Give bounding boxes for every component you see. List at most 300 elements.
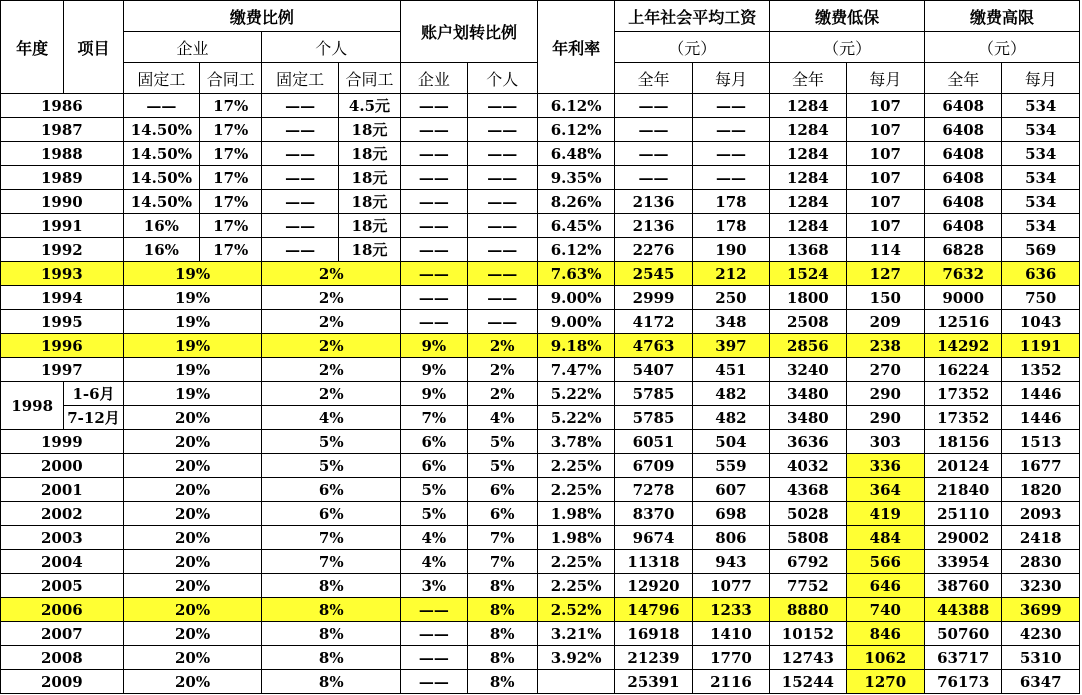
row-min-month: 484 bbox=[846, 526, 924, 550]
row-individual: 8% bbox=[262, 598, 401, 622]
row-wage-year: 16918 bbox=[615, 622, 692, 646]
row-individual: 6% bbox=[262, 478, 401, 502]
table-row bbox=[1, 94, 1080, 118]
row-wage-month: 451 bbox=[692, 358, 769, 382]
row-transfer-enterprise: 3% bbox=[401, 574, 467, 598]
header-max-year: 全年 bbox=[925, 63, 1002, 94]
row-transfer-enterprise: —— bbox=[401, 94, 467, 118]
row-individual: 6% bbox=[262, 502, 401, 526]
row-min-year: 5028 bbox=[770, 502, 846, 526]
row-max-month: 2830 bbox=[1002, 550, 1080, 574]
row-min-year: 6792 bbox=[770, 550, 846, 574]
row-wage-year: 2136 bbox=[615, 190, 692, 214]
row-min-month: 107 bbox=[846, 142, 924, 166]
row-annual-rate: 8.26% bbox=[537, 190, 614, 214]
row-enterprise: 20% bbox=[123, 670, 262, 694]
row-wage-month: —— bbox=[692, 166, 769, 190]
row-annual-rate: 3.92% bbox=[537, 646, 614, 670]
row-max-month: 2418 bbox=[1002, 526, 1080, 550]
row-ent-contract: 17% bbox=[200, 142, 262, 166]
row-individual: 2% bbox=[262, 334, 401, 358]
row-ind-fixed: —— bbox=[262, 166, 338, 190]
row-max-month: 1043 bbox=[1002, 310, 1080, 334]
row-max-year: 6408 bbox=[925, 142, 1002, 166]
row-wage-year: 2999 bbox=[615, 286, 692, 310]
row-transfer-individual: 6% bbox=[467, 478, 537, 502]
row-max-month: 534 bbox=[1002, 94, 1080, 118]
row-ent-fixed: 14.50% bbox=[123, 118, 199, 142]
row-wage-year: 12920 bbox=[615, 574, 692, 598]
header-wage-month: 每月 bbox=[692, 63, 769, 94]
row-ind-contract: 18元 bbox=[338, 166, 400, 190]
row-ent-fixed: 16% bbox=[123, 214, 199, 238]
row-transfer-enterprise: —— bbox=[401, 262, 467, 286]
row-max-month: 6347 bbox=[1002, 670, 1080, 694]
row-max-year: 12516 bbox=[925, 310, 1002, 334]
row-ent-fixed: 14.50% bbox=[123, 142, 199, 166]
row-max-month: 4230 bbox=[1002, 622, 1080, 646]
row-ind-contract: 18元 bbox=[338, 190, 400, 214]
row-transfer-enterprise: 9% bbox=[401, 382, 467, 406]
row-wage-year: 5785 bbox=[615, 382, 692, 406]
row-annual-rate: 6.12% bbox=[537, 118, 614, 142]
row-min-month: 107 bbox=[846, 166, 924, 190]
row-wage-year: 6709 bbox=[615, 454, 692, 478]
row-transfer-enterprise: —— bbox=[401, 622, 467, 646]
row-max-month: 1446 bbox=[1002, 382, 1080, 406]
row-min-year: 4368 bbox=[770, 478, 846, 502]
row-wage-month: 397 bbox=[692, 334, 769, 358]
row-transfer-enterprise: —— bbox=[401, 598, 467, 622]
row-min-month: 107 bbox=[846, 94, 924, 118]
table-row bbox=[1, 502, 1080, 526]
row-min-year: 1284 bbox=[770, 142, 846, 166]
row-wage-year: 6051 bbox=[615, 430, 692, 454]
row-max-month: 750 bbox=[1002, 286, 1080, 310]
row-wage-month: —— bbox=[692, 142, 769, 166]
row-year: 2007 bbox=[1, 622, 124, 646]
row-min-year: 12743 bbox=[770, 646, 846, 670]
row-transfer-enterprise: 4% bbox=[401, 550, 467, 574]
row-annual-rate: 6.12% bbox=[537, 94, 614, 118]
row-max-year: 29002 bbox=[925, 526, 1002, 550]
row-transfer-enterprise: 7% bbox=[401, 406, 467, 430]
row-transfer-individual: 4% bbox=[467, 406, 537, 430]
row-max-year: 16224 bbox=[925, 358, 1002, 382]
row-transfer-enterprise: —— bbox=[401, 118, 467, 142]
row-annual-rate: 5.22% bbox=[537, 382, 614, 406]
row-year: 2000 bbox=[1, 454, 124, 478]
row-individual: 7% bbox=[262, 550, 401, 574]
row-individual: 2% bbox=[262, 358, 401, 382]
row-wage-month: 250 bbox=[692, 286, 769, 310]
header-unit-wage: （元） bbox=[615, 32, 770, 63]
row-wage-year: 2136 bbox=[615, 214, 692, 238]
table-row bbox=[1, 118, 1080, 142]
header-prev-avg-wage: 上年社会平均工资 bbox=[615, 1, 770, 32]
row-wage-month: 559 bbox=[692, 454, 769, 478]
row-ind-fixed: —— bbox=[262, 238, 338, 262]
row-min-year: 1284 bbox=[770, 166, 846, 190]
row-transfer-individual: —— bbox=[467, 94, 537, 118]
row-transfer-individual: 2% bbox=[467, 382, 537, 406]
row-max-year: 6408 bbox=[925, 166, 1002, 190]
row-enterprise: 19% bbox=[123, 358, 262, 382]
row-enterprise: 19% bbox=[123, 286, 262, 310]
row-wage-year: 2276 bbox=[615, 238, 692, 262]
row-individual: 2% bbox=[262, 262, 401, 286]
row-transfer-enterprise: —— bbox=[401, 214, 467, 238]
header-wage-year: 全年 bbox=[615, 63, 692, 94]
row-ind-fixed: —— bbox=[262, 142, 338, 166]
row-year: 2002 bbox=[1, 502, 124, 526]
row-max-year: 21840 bbox=[925, 478, 1002, 502]
row-ent-fixed: 16% bbox=[123, 238, 199, 262]
row-ind-contract: 4.5元 bbox=[338, 94, 400, 118]
row-ent-fixed: 14.50% bbox=[123, 190, 199, 214]
row-min-year: 10152 bbox=[770, 622, 846, 646]
row-min-month: 209 bbox=[846, 310, 924, 334]
row-ent-contract: 17% bbox=[200, 238, 262, 262]
table-body bbox=[1, 94, 1080, 694]
row-max-month: 1820 bbox=[1002, 478, 1080, 502]
row-annual-rate: 3.78% bbox=[537, 430, 614, 454]
row-min-month: 1270 bbox=[846, 670, 924, 694]
row-max-year: 44388 bbox=[925, 598, 1002, 622]
row-transfer-individual: 8% bbox=[467, 670, 537, 694]
row-year: 2001 bbox=[1, 478, 124, 502]
row-transfer-individual: —— bbox=[467, 166, 537, 190]
header-enterprise: 企业 bbox=[123, 32, 262, 63]
row-wage-year: 4763 bbox=[615, 334, 692, 358]
row-year: 1999 bbox=[1, 430, 124, 454]
row-max-year: 50760 bbox=[925, 622, 1002, 646]
row-min-year: 1284 bbox=[770, 190, 846, 214]
row-ent-contract: 17% bbox=[200, 94, 262, 118]
row-wage-year: 5785 bbox=[615, 406, 692, 430]
row-transfer-individual: 2% bbox=[467, 358, 537, 382]
table-row bbox=[1, 430, 1080, 454]
row-enterprise: 20% bbox=[123, 574, 262, 598]
row-transfer-individual: —— bbox=[467, 238, 537, 262]
header-year: 年度 bbox=[1, 1, 64, 94]
row-year: 1989 bbox=[1, 166, 124, 190]
row-min-month: 1062 bbox=[846, 646, 924, 670]
header-ent-contract: 合同工 bbox=[200, 63, 262, 94]
header-item: 项目 bbox=[64, 1, 123, 94]
header-account-transfer-ratio: 账户划转比例 bbox=[401, 1, 538, 63]
row-min-year: 5808 bbox=[770, 526, 846, 550]
row-annual-rate: 5.22% bbox=[537, 406, 614, 430]
row-min-month: 419 bbox=[846, 502, 924, 526]
table-row bbox=[1, 406, 1080, 430]
row-year: 1991 bbox=[1, 214, 124, 238]
header-transfer-individual: 个人 bbox=[467, 63, 537, 94]
row-min-month: 740 bbox=[846, 598, 924, 622]
table-row bbox=[1, 574, 1080, 598]
row-max-year: 38760 bbox=[925, 574, 1002, 598]
row-ent-contract: 17% bbox=[200, 190, 262, 214]
row-min-year: 1284 bbox=[770, 118, 846, 142]
row-max-year: 18156 bbox=[925, 430, 1002, 454]
row-year: 1997 bbox=[1, 358, 124, 382]
row-transfer-individual: 7% bbox=[467, 526, 537, 550]
row-transfer-enterprise: —— bbox=[401, 166, 467, 190]
row-max-month: 1677 bbox=[1002, 454, 1080, 478]
row-ind-fixed: —— bbox=[262, 190, 338, 214]
row-ind-contract: 18元 bbox=[338, 142, 400, 166]
row-wage-month: 178 bbox=[692, 190, 769, 214]
row-transfer-enterprise: —— bbox=[401, 646, 467, 670]
row-individual: 8% bbox=[262, 670, 401, 694]
row-enterprise: 20% bbox=[123, 454, 262, 478]
row-wage-month: 2116 bbox=[692, 670, 769, 694]
row-enterprise: 20% bbox=[123, 526, 262, 550]
row-enterprise: 20% bbox=[123, 430, 262, 454]
table-header bbox=[1, 1, 1080, 94]
row-max-year: 6828 bbox=[925, 238, 1002, 262]
row-wage-month: 943 bbox=[692, 550, 769, 574]
row-ent-contract: 17% bbox=[200, 214, 262, 238]
row-ind-fixed: —— bbox=[262, 118, 338, 142]
row-transfer-enterprise: 5% bbox=[401, 502, 467, 526]
row-wage-year: 5407 bbox=[615, 358, 692, 382]
row-wage-month: 504 bbox=[692, 430, 769, 454]
row-wage-month: —— bbox=[692, 94, 769, 118]
header-ind-fixed: 固定工 bbox=[262, 63, 338, 94]
row-min-year: 3240 bbox=[770, 358, 846, 382]
row-transfer-enterprise: 6% bbox=[401, 454, 467, 478]
row-year: 1995 bbox=[1, 310, 124, 334]
header-min-year: 全年 bbox=[770, 63, 846, 94]
row-max-year: 6408 bbox=[925, 94, 1002, 118]
row-transfer-individual: —— bbox=[467, 118, 537, 142]
row-annual-rate: 7.63% bbox=[537, 262, 614, 286]
row-min-month: 107 bbox=[846, 214, 924, 238]
row-max-month: 534 bbox=[1002, 118, 1080, 142]
row-ent-contract: 17% bbox=[200, 166, 262, 190]
header-individual: 个人 bbox=[262, 32, 401, 63]
row-wage-month: 607 bbox=[692, 478, 769, 502]
table-row bbox=[1, 646, 1080, 670]
row-year: 2009 bbox=[1, 670, 124, 694]
row-max-month: 636 bbox=[1002, 262, 1080, 286]
row-wage-month: 806 bbox=[692, 526, 769, 550]
table-row bbox=[1, 358, 1080, 382]
row-min-month: 270 bbox=[846, 358, 924, 382]
row-year: 1993 bbox=[1, 262, 124, 286]
row-min-year: 2508 bbox=[770, 310, 846, 334]
row-individual: 8% bbox=[262, 646, 401, 670]
row-year: 2003 bbox=[1, 526, 124, 550]
row-year: 1994 bbox=[1, 286, 124, 310]
row-min-month: 566 bbox=[846, 550, 924, 574]
row-enterprise: 20% bbox=[123, 598, 262, 622]
row-annual-rate: 9.18% bbox=[537, 334, 614, 358]
row-min-year: 3636 bbox=[770, 430, 846, 454]
row-annual-rate: 1.98% bbox=[537, 502, 614, 526]
row-enterprise: 20% bbox=[123, 406, 262, 430]
row-transfer-enterprise: —— bbox=[401, 190, 467, 214]
row-wage-year: —— bbox=[615, 142, 692, 166]
row-min-month: 646 bbox=[846, 574, 924, 598]
table-row bbox=[1, 526, 1080, 550]
row-wage-month: 178 bbox=[692, 214, 769, 238]
table-row bbox=[1, 262, 1080, 286]
row-min-month: 150 bbox=[846, 286, 924, 310]
row-enterprise: 20% bbox=[123, 478, 262, 502]
row-wage-year: —— bbox=[615, 166, 692, 190]
row-individual: 4% bbox=[262, 406, 401, 430]
row-annual-rate: 2.25% bbox=[537, 478, 614, 502]
row-min-year: 1284 bbox=[770, 214, 846, 238]
row-min-month: 846 bbox=[846, 622, 924, 646]
row-max-year: 63717 bbox=[925, 646, 1002, 670]
row-year: 2005 bbox=[1, 574, 124, 598]
row-wage-year: 25391 bbox=[615, 670, 692, 694]
row-year: 1992 bbox=[1, 238, 124, 262]
row-year: 1987 bbox=[1, 118, 124, 142]
row-annual-rate: 6.48% bbox=[537, 142, 614, 166]
table-row bbox=[1, 382, 1080, 406]
row-transfer-individual: —— bbox=[467, 286, 537, 310]
row-year: 1990 bbox=[1, 190, 124, 214]
row-transfer-individual: 7% bbox=[467, 550, 537, 574]
row-transfer-enterprise: —— bbox=[401, 310, 467, 334]
row-wage-year: 14796 bbox=[615, 598, 692, 622]
row-min-year: 3480 bbox=[770, 382, 846, 406]
row-transfer-enterprise: 6% bbox=[401, 430, 467, 454]
row-max-year: 6408 bbox=[925, 214, 1002, 238]
row-transfer-enterprise: —— bbox=[401, 238, 467, 262]
row-wage-month: 348 bbox=[692, 310, 769, 334]
row-transfer-individual: 5% bbox=[467, 430, 537, 454]
row-min-year: 1524 bbox=[770, 262, 846, 286]
row-wage-year: 9674 bbox=[615, 526, 692, 550]
row-max-year: 7632 bbox=[925, 262, 1002, 286]
row-individual: 7% bbox=[262, 526, 401, 550]
row-wage-month: 190 bbox=[692, 238, 769, 262]
row-annual-rate: 9.35% bbox=[537, 166, 614, 190]
row-max-month: 1446 bbox=[1002, 406, 1080, 430]
row-transfer-individual: 6% bbox=[467, 502, 537, 526]
row-wage-year: 8370 bbox=[615, 502, 692, 526]
row-transfer-individual: —— bbox=[467, 190, 537, 214]
row-max-month: 1513 bbox=[1002, 430, 1080, 454]
row-ind-fixed: —— bbox=[262, 214, 338, 238]
row-transfer-individual: —— bbox=[467, 214, 537, 238]
row-max-year: 6408 bbox=[925, 190, 1002, 214]
row-transfer-individual: —— bbox=[467, 262, 537, 286]
row-enterprise: 20% bbox=[123, 550, 262, 574]
row-max-year: 20124 bbox=[925, 454, 1002, 478]
table-row bbox=[1, 550, 1080, 574]
row-annual-rate: 1.98% bbox=[537, 526, 614, 550]
row-transfer-enterprise: 4% bbox=[401, 526, 467, 550]
row-min-month: 107 bbox=[846, 118, 924, 142]
table-row bbox=[1, 142, 1080, 166]
row-year: 1998 bbox=[1, 382, 64, 430]
row-transfer-individual: 8% bbox=[467, 574, 537, 598]
row-transfer-individual: —— bbox=[467, 142, 537, 166]
row-max-year: 17352 bbox=[925, 406, 1002, 430]
row-wage-year: 4172 bbox=[615, 310, 692, 334]
row-min-month: 290 bbox=[846, 406, 924, 430]
table-row bbox=[1, 190, 1080, 214]
table-row bbox=[1, 286, 1080, 310]
row-individual: 5% bbox=[262, 430, 401, 454]
row-enterprise: 19% bbox=[123, 382, 262, 406]
table-row bbox=[1, 670, 1080, 694]
row-enterprise: 19% bbox=[123, 334, 262, 358]
row-min-year: 1800 bbox=[770, 286, 846, 310]
row-max-month: 1191 bbox=[1002, 334, 1080, 358]
header-unit-min: （元） bbox=[770, 32, 925, 63]
row-transfer-enterprise: —— bbox=[401, 142, 467, 166]
row-max-month: 2093 bbox=[1002, 502, 1080, 526]
row-wage-month: 1770 bbox=[692, 646, 769, 670]
row-annual-rate: 9.00% bbox=[537, 310, 614, 334]
table-row bbox=[1, 310, 1080, 334]
row-enterprise: 20% bbox=[123, 502, 262, 526]
row-wage-month: 1233 bbox=[692, 598, 769, 622]
row-wage-year: 11318 bbox=[615, 550, 692, 574]
row-ind-fixed: —— bbox=[262, 94, 338, 118]
header-min-month: 每月 bbox=[846, 63, 924, 94]
header-min-contribution: 缴费低保 bbox=[770, 1, 925, 32]
row-wage-month: 1410 bbox=[692, 622, 769, 646]
row-min-year: 4032 bbox=[770, 454, 846, 478]
row-wage-month: 1077 bbox=[692, 574, 769, 598]
row-year: 1996 bbox=[1, 334, 124, 358]
row-wage-year: 2545 bbox=[615, 262, 692, 286]
row-ent-contract: 17% bbox=[200, 118, 262, 142]
row-individual: 2% bbox=[262, 310, 401, 334]
row-max-year: 76173 bbox=[925, 670, 1002, 694]
table-row bbox=[1, 454, 1080, 478]
row-ind-contract: 18元 bbox=[338, 118, 400, 142]
table-row bbox=[1, 478, 1080, 502]
header-transfer-enterprise: 企业 bbox=[401, 63, 467, 94]
row-min-year: 3480 bbox=[770, 406, 846, 430]
row-min-month: 238 bbox=[846, 334, 924, 358]
row-max-month: 534 bbox=[1002, 142, 1080, 166]
header-max-contribution: 缴费高限 bbox=[925, 1, 1080, 32]
row-max-year: 9000 bbox=[925, 286, 1002, 310]
row-max-month: 534 bbox=[1002, 166, 1080, 190]
row-ind-contract: 18元 bbox=[338, 238, 400, 262]
row-year: 1988 bbox=[1, 142, 124, 166]
row-individual: 8% bbox=[262, 574, 401, 598]
row-item: 7-12月 bbox=[64, 406, 123, 430]
table-row bbox=[1, 598, 1080, 622]
table-row bbox=[1, 238, 1080, 262]
header-ent-fixed: 固定工 bbox=[123, 63, 199, 94]
row-max-month: 5310 bbox=[1002, 646, 1080, 670]
row-wage-month: —— bbox=[692, 118, 769, 142]
row-annual-rate: 9.00% bbox=[537, 286, 614, 310]
row-min-month: 364 bbox=[846, 478, 924, 502]
row-wage-year: 7278 bbox=[615, 478, 692, 502]
row-min-month: 290 bbox=[846, 382, 924, 406]
row-transfer-individual: 8% bbox=[467, 622, 537, 646]
row-max-year: 33954 bbox=[925, 550, 1002, 574]
row-enterprise: 20% bbox=[123, 622, 262, 646]
row-max-month: 534 bbox=[1002, 214, 1080, 238]
row-wage-year: —— bbox=[615, 94, 692, 118]
row-transfer-enterprise: 9% bbox=[401, 358, 467, 382]
header-max-month: 每月 bbox=[1002, 63, 1080, 94]
